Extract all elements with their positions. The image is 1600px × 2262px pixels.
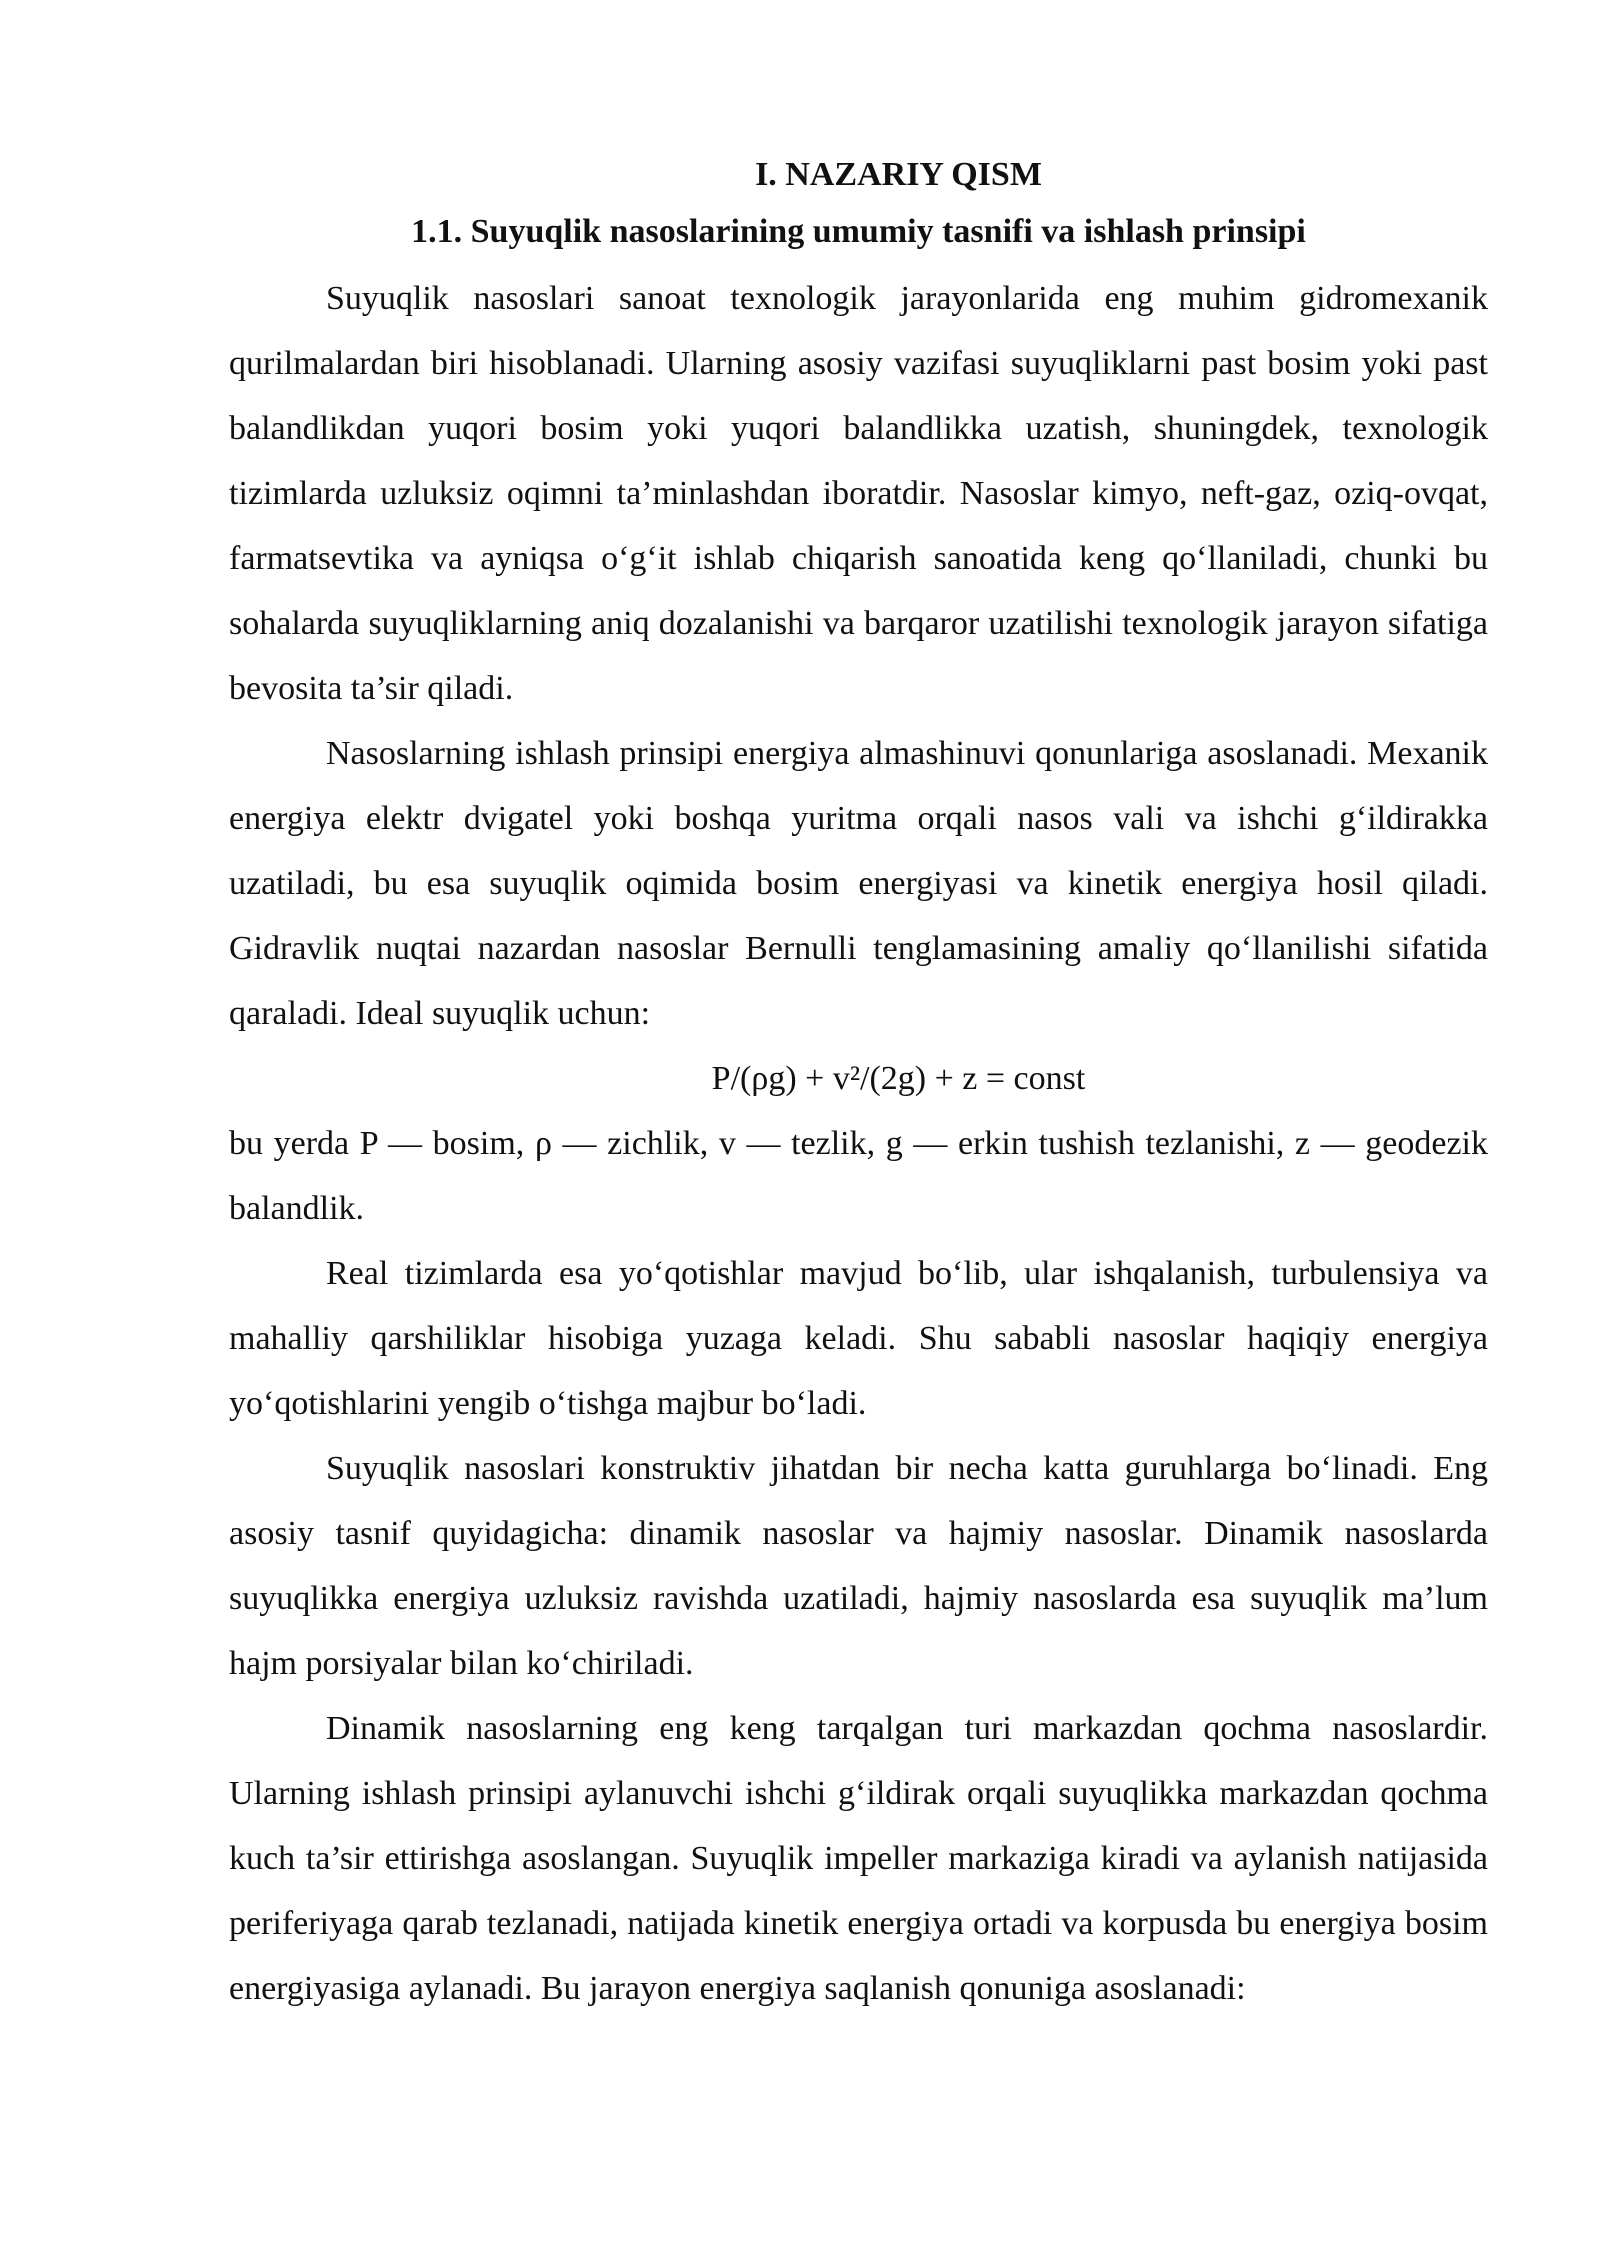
section-title: I. NAZARIY QISM [755,156,1042,193]
subsection-title: 1.1. Suyuqlik nasoslarining umumiy tasnifi va ishlash prinsipi [411,213,1306,250]
paragraph-classification: Suyuqlik nasoslari konstruktiv jihatdan bir necha katta guruhlarga bo‘linadi. Eng asosiy tasnif quyidagicha: dinamik nasoslar va hajmiy nasoslar. Dinamik nasoslarda suyuqlikka energiya uzluksiz ravishda uzatiladi, hajmiy nasoslarda esa suyuqlik ma’lum hajm porsiyalar bilan ko‘chiriladi. [229,1450,1488,1682]
paragraph-real-losses: Real tizimlarda esa yo‘qotishlar mavjud bo‘lib, ular ishqalanish, turbulensiya va mahalliy qarshiliklar hisobiga yuzaga keladi. Shu sababli nasoslar haqiqiy energiya yo‘qotishlarini yengib o‘tishga majbur bo‘ladi. [229,1255,1488,1422]
bernoulli-formula: P/(ρg) + v²/(2g) + z = const [711,1060,1086,1097]
paragraph-working-principle: Nasoslarning ishlash prinsipi energiya almashinuvi qonunlariga asoslanadi. Mexanik energiya elektr dvigatel yoki boshqa yuritma orqali nasos vali va ishchi g‘ildirakka uzatiladi, bu esa suyuqlik oqimida bosim energiyasi va kinetik energiya hosil qiladi. Gidravlik nuqtai nazardan nasoslar Bernulli tenglamasining amaliy qo‘llanilishi sifatida qaraladi. Ideal suyuqlik uchun: [229,735,1488,1032]
paragraph-pumps-purpose: Suyuqlik nasoslari sanoat texnologik jarayonlarida eng muhim gidromexanik qurilmalardan biri hisoblanadi. Ularning asosiy vazifasi suyuqliklarni past bosim yoki past balandlikdan yuqori bosim yoki yuqori balandlikka uzatish, shuningdek, texnologik tizimlarda uzluksiz oqimni ta’minlashdan iboratdir. Nasoslar kimyo, neft-gaz, oziq-ovqat, farmatsevtika va ayniqsa o‘g‘it ishlab chiqarish sanoatida keng qo‘llaniladi, chunki bu sohalarda suyuqliklarning aniq dozalanishi va barqaror uzatilishi texnologik jarayon sifatiga bevosita ta’sir qiladi. [229,280,1488,707]
paragraph-centrifugal-pumps: Dinamik nasoslarning eng keng tarqalgan turi markazdan qochma nasoslardir. Ularning ishlash prinsipi aylanuvchi ishchi g‘ildirak orqali suyuqlikka markazdan qochma kuch ta’sir ettirishga asoslangan. Suyuqlik impeller markaziga kiradi va aylanish natijasida periferiyaga qarab tezlanadi, natijada kinetik energiya ortadi va korpusda bu energiya bosim energiyasiga aylanadi. Bu jarayon energiya saqlanish qonuniga asoslanadi: [229,1710,1488,2007]
page-content [229,150,1488,2021]
formula-explanation: bu yerda P — bosim, ρ — zichlik, v — tezlik, g — erkin tushish tezlanishi, z — geodezik balandlik. [229,1125,1488,1227]
